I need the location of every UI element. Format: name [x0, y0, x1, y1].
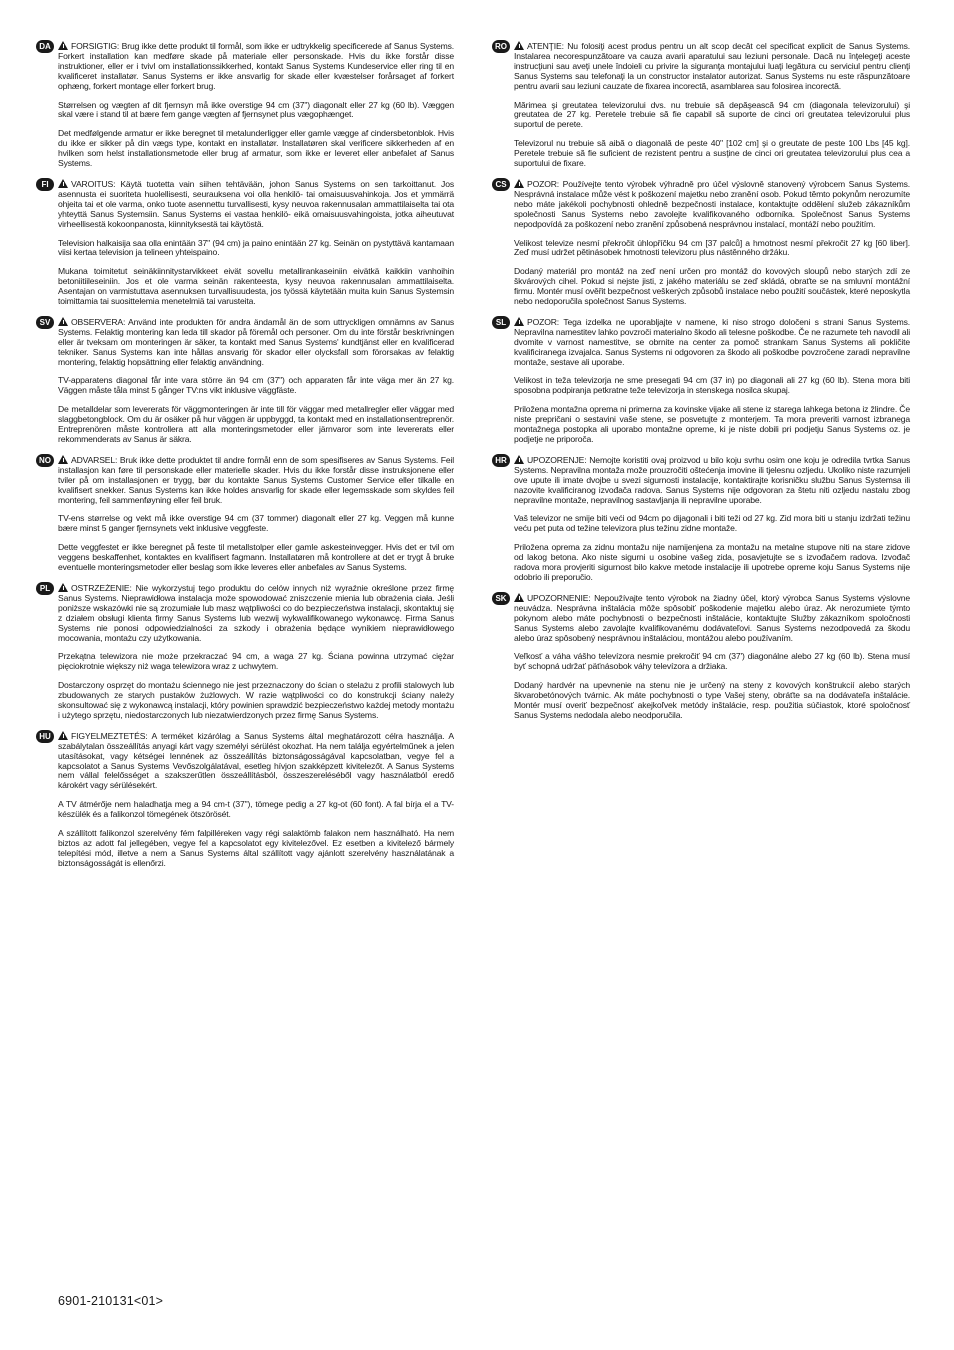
section-paragraph: [58, 376, 454, 396]
section-paragraph: [514, 681, 910, 721]
paragraph-text: Przekątna telewizora nie może przekraczać 94 cm, a waga 27 kg. Ściana powinna utrzymać ciężar pięciokrotnie większy niż waga telewizora wraz z uchwytem.: [58, 651, 454, 672]
paragraph-text: Størrelsen og vægten af dit fjernsyn må ikke overstige 94 cm (37") diagonalt eller 27 kg (60 lb). Væggen skal være i stand til at bære fem gange vægten af fjernsynet plus vægophænget.: [58, 99, 454, 120]
language-section-hr: [495, 454, 910, 583]
paragraph-text: Dodaný hardvér na upevnenie na stenu nie je určený na steny z kovových konštrukcií alebo starých škvarobetónových tvárnic. Ak máte pochybnosti o type Vašej steny, obráťte sa na dodávateľa inštalácie. Montér musí overiť bezpečnosť akejkoľvek metódy inštalácie, resp. použitia súčiastok, ktoré spoločnosť Sanus Systems nedodala alebo neodporučila.: [514, 680, 910, 720]
section-paragraph: [514, 40, 910, 92]
section-paragraph: [514, 139, 910, 169]
language-badge: SV: [36, 316, 54, 329]
paragraph-text: UPOZORNENIE: Nepoužívajte tento výrobok na žiadny účel, ktorý výrobca Sanus Systems výslovne neuvádza. Nesprávna inštalácia môže spôsobiť poškodenie majetku alebo úraz. Ak nerozumiete týmto pokynom alebo máte pochybnosti o bezpečnosti inštalácie, kontaktujte Služby zákazníkom spoločnosti Sanus Systems alebo zavolajte kvalifikovanému dodávateľovi. Sanus Systems nezodpovedá za škodu alebo úraz spôsobený nesprávnou inštaláciou, montážou alebo používaním.: [514, 592, 910, 643]
paragraph-text: OSTRZEŻENIE: Nie wykorzystuj tego produktu do celów innych niż wyraźnie określone przez firmę Sanus Systems. Nieprawidłowa instalacja może spowodować zniszczenie mienia lub obrażenia ciała. Jeśli poniższe wskazówki nie są zrozumiałe lub masz wątpliwości co do bezpieczeństwa instalacji, skontaktuj się z działem obsługi klienta firmy Sanus Systems lub wezwij wykwalifikowanego wykonawcę. Firma Sanus Systems nie ponosi odpowiedzialności za szkody i obrażenia będące wynikiem nieprawidłowego mocowania, montażu czy użytkowania.: [58, 582, 454, 643]
language-badge: NO: [36, 454, 54, 467]
section-paragraph: [514, 267, 910, 307]
paragraph-text: Dostarczony osprzęt do montażu ściennego nie jest przeznaczony do ścian o stelażu z profili stalowych lub zbudowanych ze starych pustaków żużlowych. W razie wątpliwości co do konstrukcji ściany należy skonsultować się z wykonawcą instalacji, który powinien sprawdzić bezpieczeństwo każdej metody montażu i użytego sprzętu, niedostarczonych lub niezatwierdzonych przez firmę Sanus Systems.: [58, 680, 454, 720]
section-paragraph: [514, 454, 910, 506]
language-section-hu: [39, 730, 454, 869]
section-paragraph: [58, 178, 454, 230]
paragraph-text: Priložena montažna oprema ni primerna za kovinske vijake ali stene iz starega lahkega betona iz žlindre. Če niste prepričani o sestavini vaše stene, se posvetujte z monterjem. Ta mora preveriti varnost izbranega montažnega postopka ali uporabo montažne opreme, ki je niste dobili pri podjetju Sanus Systems oz. je podjetje ne priporoča.: [514, 404, 910, 444]
paragraph-text: POZOR: Používejte tento výrobek výhradně pro účel výslovně stanovený výrobcem Sanus Systems. Nesprávná instalace může vést k poškození majetku nebo zranění osob. Pokud těmto pokynům nerozumíte nebo máte jakékoli pochybnosti ohledně bezpečnosti instalace, kontaktujte oddělení služeb zákazníkům společnosti Sanus Systems nebo zavolejte kvalifikovaného odborníka. Společnost Sanus Systems nepodpovídá za poškození nebo zranění způsobená nesprávnou instalací, montáží nebo použitím.: [514, 178, 910, 229]
section-paragraph: [58, 101, 454, 121]
paragraph-text: TV-apparatens diagonal får inte vara större än 94 cm (37") och apparaten får inte väga mer än 27 kg. Väggen måste tåla minst 5 gånger TV:ns vikt inklusive väggfäste.: [58, 375, 454, 396]
section-paragraph: [58, 514, 454, 534]
section-paragraph: [514, 376, 910, 396]
language-badge: RO: [492, 40, 510, 53]
section-paragraph: [514, 514, 910, 534]
document-code: 6901-210131<01>: [58, 1294, 164, 1308]
language-section-pl: [39, 582, 454, 721]
paragraph-text: UPOZORENJE: Nemojte koristiti ovaj proizvod u bilo koju svrhu osim one koju je odredila tvrtka Sanus Systems. Nepravilna montaža može prouzročiti oštećenja imovine ili tjelesnu ozljedu. Ukoliko niste razumjeli ove upute ili imate dvojbe u svezi sigurnosti instalacije, kontaktirajte korisničku službu Sanus Systemsa ili nazovite kvalificiranog izvođača radova. Sanus Systems nije odgovoran za štetu niti ozljedu nastalu zbog nepravilne montaže, nepravilnog sastavljanja ili nepravilne uporabe.: [514, 454, 910, 505]
language-badge: PL: [36, 582, 54, 595]
section-paragraph: [58, 267, 454, 307]
section-paragraph: [514, 543, 910, 583]
section-paragraph: [514, 239, 910, 259]
paragraph-text: VAROITUS: Käytä tuotetta vain siihen tehtävään, johon Sanus Systems on sen tarkoittanut. Jos asennusta ei suoriteta huolellisesti, seurauksena voi olla henkilö- tai omaisuusvahinkoja. Jos et ymmärrä ohjeita tai et ole varma, onko tuote asennettu turvallisesti, kysy neuvoa rakennusalan ammattilaiselta tai ota yhteyttä Sanus Systemsiin. Sanus Systems ei vastaa henkilö- eikä omaisuusvahingoista, jotka aiheutuvat virheellisestä kokoonpanosta, kiinnityksestä tai käytöstä.: [58, 178, 454, 229]
paragraph-text: Priložena oprema za zidnu montažu nije namijenjena za montažu na metalne stupove niti na stare zidove od lakog betona. Ako niste sigurni u osobine vašeg zida, posavjetujte se s izvođačem radova. Izvođač radova mora provjeriti sigurnost bilo kakve metode instalacije ili upotrebe opreme koju Sanus Systems nije odobrio ili preporučio.: [514, 542, 910, 582]
section-paragraph: [58, 40, 454, 92]
warning-triangle-icon: [514, 593, 524, 602]
language-section-da: [39, 40, 454, 169]
paragraph-text: Dodaný materiál pro montáž na zeď není určen pro montáž do kovových sloupů nebo starých zdí ze škvárových cihel. Pokud si nejste jisti, z jakého materiálu se zeď skládá, obraťte se na smluvní montážní firmu. Montér musí ověřit bezpečnost veškerých způsobů instalace nebo použití součástek, které neposkytla nebo nedoporučila společnost Sanus Systems.: [514, 266, 910, 307]
section-paragraph: [58, 129, 454, 169]
section-paragraph: [514, 652, 910, 672]
warning-triangle-icon: [58, 583, 68, 592]
language-badge: DA: [36, 40, 54, 53]
paragraph-text: Velikost televize nesmí překročit úhlopříčku 94 cm [37 palců] a hmotnost nesmí překročit 27 kg [60 liber]. Zeď musí udržet pětinásobek hmotnosti televizoru plus nástěnného držáku.: [514, 237, 910, 258]
left-column: [39, 40, 454, 878]
section-paragraph: [514, 178, 910, 230]
language-badge: FI: [36, 178, 54, 191]
right-column: [495, 40, 910, 730]
paragraph-text: Veľkosť a váha vášho televízora nesmie prekročiť 94 cm (37') diagonálne alebo 27 kg (60 lb). Stena musí byť schopná udržať päťnásobok váhy televízora a držiaka.: [514, 651, 910, 672]
language-section-sk: [495, 592, 910, 721]
paragraph-text: Television halkaisija saa olla enintään 37" (94 cm) ja paino enintään 27 kg. Seinän on pystyttävä kantamaan viisi kertaa television ja telineen yhteispaino.: [58, 237, 454, 258]
section-paragraph: [58, 652, 454, 672]
warning-triangle-icon: [514, 179, 524, 188]
paragraph-text: POZOR: Tega izdelka ne uporabljajte v namene, ki niso strogo določeni s strani Sanus Systems. Nepravilna namestitev lahko povzroči materialno škodo ali telesne poškodbe. Če ne razumete teh navodil ali dvomite v varnost namestitve, se obrnite na center za pomoč strankam Sanus Systems ali pokličite kvalificiranega izvajalca. Sanus Systems ni odgovoren za škodo ali poškodbe povzročene zaradi nepravilne montaže, sestave ali uporabe.: [514, 316, 910, 367]
section-paragraph: [58, 681, 454, 721]
paragraph-text: Dette veggfestet er ikke beregnet på feste til metallstolper eller gamle askesteinvegger. Hvis det er tvil om veggens beskaffenhet, kontaktes en kvalifisert fagmann. Installatøren må kontrollere at det er trygt å bruke eventuelle monteringsmetoder eller beslag som ikke leveres eller anbefales av Sanus Systems.: [58, 542, 454, 573]
paragraph-text: Vaš televizor ne smije biti veći od 94cm po dijagonali i biti teži od 27 kg. Zid mora biti u stanju izdržati težinu veću pet puta od težine televizora plus težinu zidne montaže.: [514, 513, 910, 534]
section-paragraph: [58, 316, 454, 368]
warning-triangle-icon: [58, 317, 68, 326]
language-badge: SL: [492, 316, 510, 329]
paragraph-text: Velikost in teža televizorja ne sme presegati 94 cm (37 in) po diagonali ali 27 kg (60 lb). Stena mora biti sposobna podpiranja petkratne teže televizorja in stenskega nosilca skupaj.: [514, 375, 910, 396]
language-section-sv: [39, 316, 454, 445]
warning-triangle-icon: [514, 317, 524, 326]
section-paragraph: [58, 730, 454, 791]
paragraph-text: Televizorul nu trebuie să aibă o diagonală de peste 40" [102 cm] şi o greutate de peste 100 Lbs [45 kg]. Peretele trebuie să fie suficient de rezistent pentru a susţine de cinci ori greutatea televizorului plus cea a suportului de fixare.: [514, 138, 910, 169]
paragraph-text: FORSIGTIG: Brug ikke dette produkt til formål, som ikke er udtrykkelig specificerede af Sanus Systems. Forkert installation kan medføre skade på materiale eller personskade. Hvis du ikke forstår disse instruktioner, eller er i tvivl om installationssikkerhed, kontakt Sanus Systems Kundeservice eller ring til en kvalificeret installatør. Sanus Systems er ikke ansvarlig for skade eller kvæstelser forårsaget af forkert ophæng, forkert montage eller forkert brug.: [58, 41, 454, 91]
section-paragraph: [514, 101, 910, 131]
paragraph-text: ADVARSEL: Bruk ikke dette produktet til andre formål enn de som spesifiseres av Sanus Systems. Feil installasjon kan føre til personskade eller materielle skader. Hvis du ikke forstår disse instruksjonene eller tviler på om installasjonen er trygg, bør du kontakte Sanus Systems Customer Service eller tilkalle en kvalifisert snekker. Sanus Systems kan ikke holdes ansvarlig for skade eller legemsskade som skyldes feil montering, feil sammenføyning eller feil bruk.: [58, 454, 454, 505]
paragraph-text: FIGYELMEZTETÉS: A terméket kizárólag a Sanus Systems által meghatározott célra használja. A szabálytalan összeállítás anyagi kárt vagy személyi sérülést okozhat. Ha nem találja egyértelműnek a jelen utasításokat, vagy kétségei lennének az összeállítás biztonságosságával kapcsolatban, vegye fel a kapcsolatot a Sanus Systems Vevőszolgálatával, esetleg hívjon szakképzett kivitelezőt. A Sanus Systems nem vállal felelősséget a szakszerűtlen összeállításból, összeszereléséből vagy használatból eredő károkért vagy sérülésekért.: [58, 730, 454, 791]
paragraph-text: De metalldelar som levererats för väggmonteringen är inte till för väggar med metallregler eller väggar med slaggbetongblock. Om du är osäker på hur väggen är uppbyggd, ta kontakt med en installationsentreprenör. Entreprenören måste kontrollera att alla monteringsmetoder eller järnvaror som inte levererats eller rekommenderats av Sanus är säkra.: [58, 404, 454, 444]
paragraph-text: A szállított falikonzol szerelvény fém falpilléreken vagy régi salaktömb falakon nem használható. Ha nem biztos az adott fal jellegében, vegye fel a kapcsolatot egy kivitelezővel. Ez esetben a kivitelező bármely telepítési mód, illetve a nem a Sanus Systems által szállított vagy ajánlott szerelvény használatának a biztonságosságát is ellenőrzi.: [58, 828, 454, 868]
paragraph-text: Mukana toimitetut seinäkiinnitystarvikkeet eivät sovellu metallirankaseiniin eivätkä kaikkiin vanhoihin betoniitiileseiniin. Jos et ole varma seinän rakenteesta, kysy neuvoa rakennusalan ammattilaiselta. Asentajan on varmistuttava asennuksen turvallisuudesta, jos työssä käytetään muita kuin Sanus Systemsin toimittamia tai suosittelemia menetelmiä tai varusteita.: [58, 266, 454, 307]
paragraph-text: TV-ens størrelse og vekt må ikke overstige 94 cm (37 tommer) diagonalt eller 27 kg. Veggen må kunne bære minst 5 ganger fjernsynets vekt inklusive veggfeste.: [58, 513, 454, 534]
section-paragraph: [58, 239, 454, 259]
warning-triangle-icon: [58, 179, 68, 188]
section-paragraph: [514, 592, 910, 644]
language-badge: SK: [492, 592, 510, 605]
section-paragraph: [514, 405, 910, 445]
warning-triangle-icon: [58, 455, 68, 464]
section-paragraph: [58, 829, 454, 869]
section-paragraph: [58, 543, 454, 573]
language-badge: CS: [492, 178, 510, 191]
language-section-ro: [495, 40, 910, 169]
paragraph-text: A TV átmérője nem haladhatja meg a 94 cm-t (37"), tömege pedig a 27 kg-ot (60 font). A fal bírja el a TV-készülék és a falikonzol tömegének ötszörösét.: [58, 799, 454, 820]
warning-triangle-icon: [58, 731, 68, 740]
warning-triangle-icon: [514, 41, 524, 50]
section-paragraph: [58, 454, 454, 506]
warning-triangle-icon: [514, 455, 524, 464]
language-section-no: [39, 454, 454, 573]
paragraph-text: ATENŢIE: Nu folosiţi acest produs pentru un alt scop decât cel specificat explicit de Sanus Systems. Instalarea necorespunzătoare va cauza avarii aparatului sau leziuni personale. Dacă nu înţelegeţi aceste instrucţiuni sau aveţi unele îndoieli cu privire la siguranţa montajului luaţi legătura cu serviciul pentru clienţi Sanus Systems sau telefonaţi la un constructor instalator autorizat. Sanus Systems nu este răspunzătoare pentru avarii sau leziuni cauzate de fixarea incorectă, asamblarea sau folosirea incorectă.: [514, 41, 910, 91]
language-badge: HR: [492, 454, 510, 467]
language-badge: HU: [36, 730, 54, 743]
paragraph-text: Mărimea şi greutatea televizorului dvs. nu trebuie să depăşească 94 cm (diagonala televizorului) şi greutatea de 27 kg. Peretele trebuie să fie capabil să suporte de cinci ori greutatea televizorului plus suportul de perete.: [514, 99, 910, 130]
section-paragraph: [58, 405, 454, 445]
warning-triangle-icon: [58, 41, 68, 50]
language-section-sl: [495, 316, 910, 445]
section-paragraph: [58, 582, 454, 643]
section-paragraph: [58, 800, 454, 820]
language-section-cs: [495, 178, 910, 307]
section-paragraph: [514, 316, 910, 368]
paragraph-text: OBSERVERA: Använd inte produkten för andra ändamål än de som uttryckligen omnämns av Sanus Systems. Felaktig montering kan leda till skador på föremål och personer. Om du inte förstår beskrivningen eller är tveksam om monteringen är säker, ta kontakt med Sanus Systems' kundtjänst eller en kvalificerad tekniker. Sanus Systems kan inte hållas ansvarig för skador eller olycksfall som förorsakas av felaktig montering, felaktig hopsättning eller felaktig användning.: [58, 316, 454, 367]
language-section-fi: [41, 178, 454, 307]
paragraph-text: Det medfølgende armatur er ikke beregnet til metalunderligger eller gamle vægge af cindersbetonblok. Hvis du ikke er sikker på din vægs type, kontakt en installatør. Installatøren skal verificere sikkerheden af en hvilken som helst installationsmetode eller brug af armatur, som ikke er leveret eller anbefalet af Sanus Systems.: [58, 128, 454, 169]
